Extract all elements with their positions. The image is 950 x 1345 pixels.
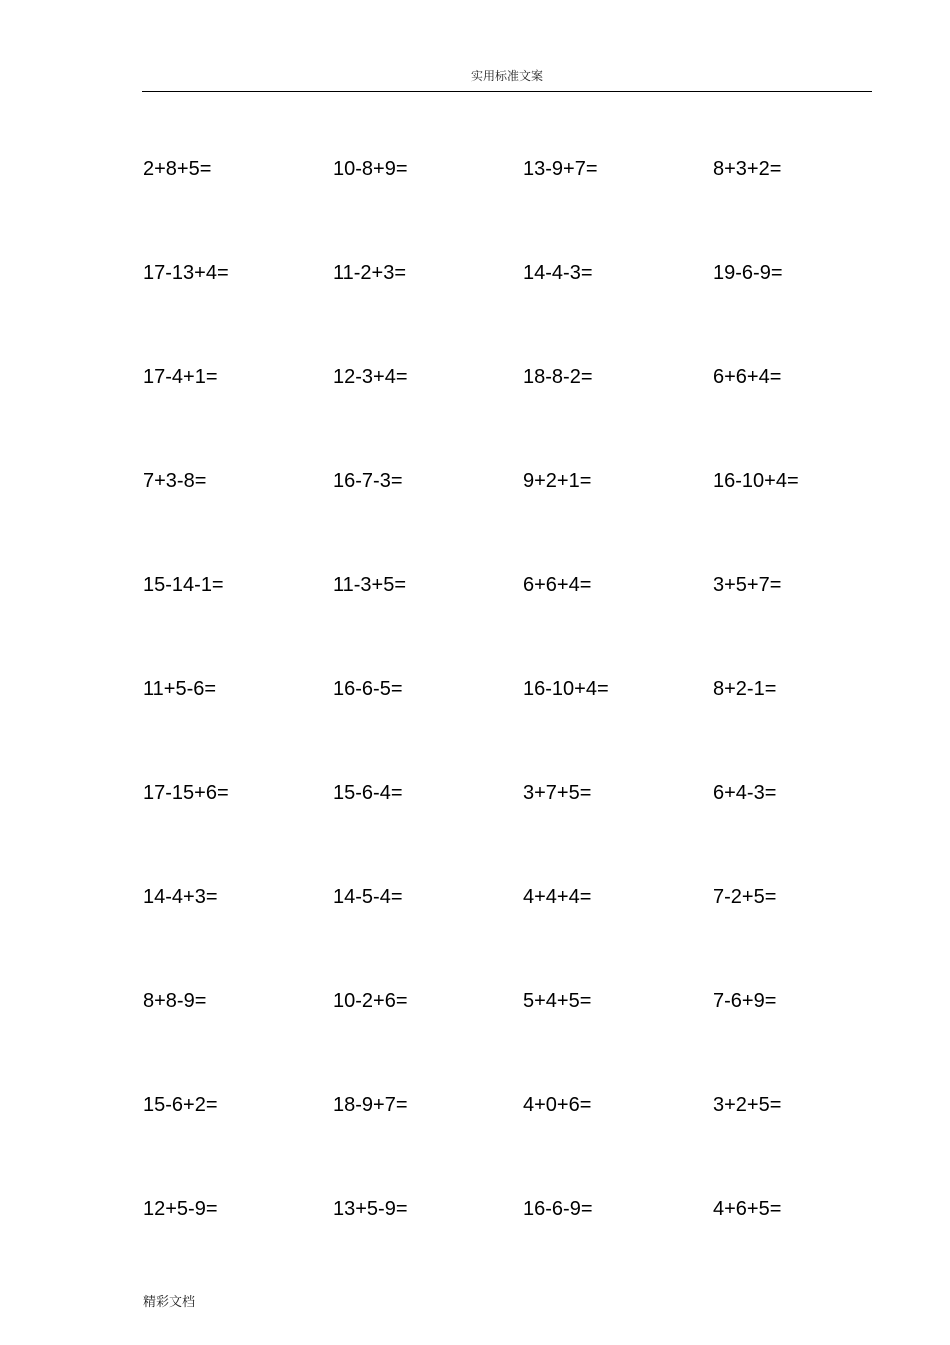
math-problem: 17-15+6= bbox=[143, 782, 229, 804]
page-header-title: 实用标准文案 bbox=[470, 69, 543, 83]
problem-row bbox=[143, 155, 903, 259]
page-footer-text: 精彩文档 bbox=[143, 1295, 196, 1310]
math-problem: 6+4-3= bbox=[713, 782, 777, 804]
math-problem: 11+5-6= bbox=[143, 678, 217, 700]
math-problem: 8+3+2= bbox=[713, 158, 782, 180]
problem-row bbox=[143, 675, 903, 779]
math-problem: 4+4+4= bbox=[523, 886, 592, 908]
math-problem: 14-4+3= bbox=[143, 886, 218, 908]
math-problem: 7-6+9= bbox=[713, 990, 777, 1012]
math-problem: 6+6+4= bbox=[523, 574, 592, 596]
math-problem: 15-6-4= bbox=[333, 782, 403, 804]
math-problem: 14-5-4= bbox=[333, 886, 403, 908]
problem-grid bbox=[143, 155, 903, 1299]
math-problem: 14-4-3= bbox=[523, 262, 593, 284]
math-problem: 3+7+5= bbox=[523, 782, 592, 804]
math-problem: 7-2+5= bbox=[713, 886, 777, 908]
math-problem: 17-4+1= bbox=[143, 366, 218, 388]
problem-row bbox=[143, 779, 903, 883]
math-problem: 16-6-5= bbox=[333, 678, 403, 700]
math-problem: 4+6+5= bbox=[713, 1198, 782, 1220]
problem-row bbox=[143, 1091, 903, 1195]
math-problem: 4+0+6= bbox=[523, 1094, 592, 1116]
math-problem: 15-6+2= bbox=[143, 1094, 218, 1116]
math-problem: 15-14-1= bbox=[143, 574, 224, 596]
math-problem: 7+3-8= bbox=[143, 470, 207, 492]
problem-row bbox=[143, 1195, 903, 1299]
math-problem: 16-6-9= bbox=[523, 1198, 593, 1220]
math-problem: 10-8+9= bbox=[333, 158, 408, 180]
math-problem: 11-2+3= bbox=[333, 262, 407, 284]
math-problem: 10-2+6= bbox=[333, 990, 408, 1012]
math-problem: 18-8-2= bbox=[523, 366, 593, 388]
math-problem: 12-3+4= bbox=[333, 366, 408, 388]
math-problem: 16-10+4= bbox=[713, 470, 799, 492]
math-problem: 17-13+4= bbox=[143, 262, 229, 284]
problem-row bbox=[143, 467, 903, 571]
math-problem: 16-7-3= bbox=[333, 470, 403, 492]
math-problem: 2+8+5= bbox=[143, 158, 212, 180]
header-divider bbox=[142, 91, 872, 92]
math-problem: 19-6-9= bbox=[713, 262, 783, 284]
math-problem: 9+2+1= bbox=[523, 470, 592, 492]
math-problem: 8+8-9= bbox=[143, 990, 207, 1012]
problem-row bbox=[143, 363, 903, 467]
math-problem: 11-3+5= bbox=[333, 574, 407, 596]
math-problem: 18-9+7= bbox=[333, 1094, 408, 1116]
math-problem: 16-10+4= bbox=[523, 678, 609, 700]
math-problem: 13-9+7= bbox=[523, 158, 598, 180]
math-problem: 3+5+7= bbox=[713, 574, 782, 596]
problem-row bbox=[143, 987, 903, 1091]
problem-row bbox=[143, 571, 903, 675]
math-problem: 6+6+4= bbox=[713, 366, 782, 388]
problem-row bbox=[143, 259, 903, 363]
math-problem: 8+2-1= bbox=[713, 678, 777, 700]
math-problem: 5+4+5= bbox=[523, 990, 592, 1012]
math-problem: 12+5-9= bbox=[143, 1198, 218, 1220]
math-problem: 3+2+5= bbox=[713, 1094, 782, 1116]
math-problem: 13+5-9= bbox=[333, 1198, 408, 1220]
problem-row bbox=[143, 883, 903, 987]
